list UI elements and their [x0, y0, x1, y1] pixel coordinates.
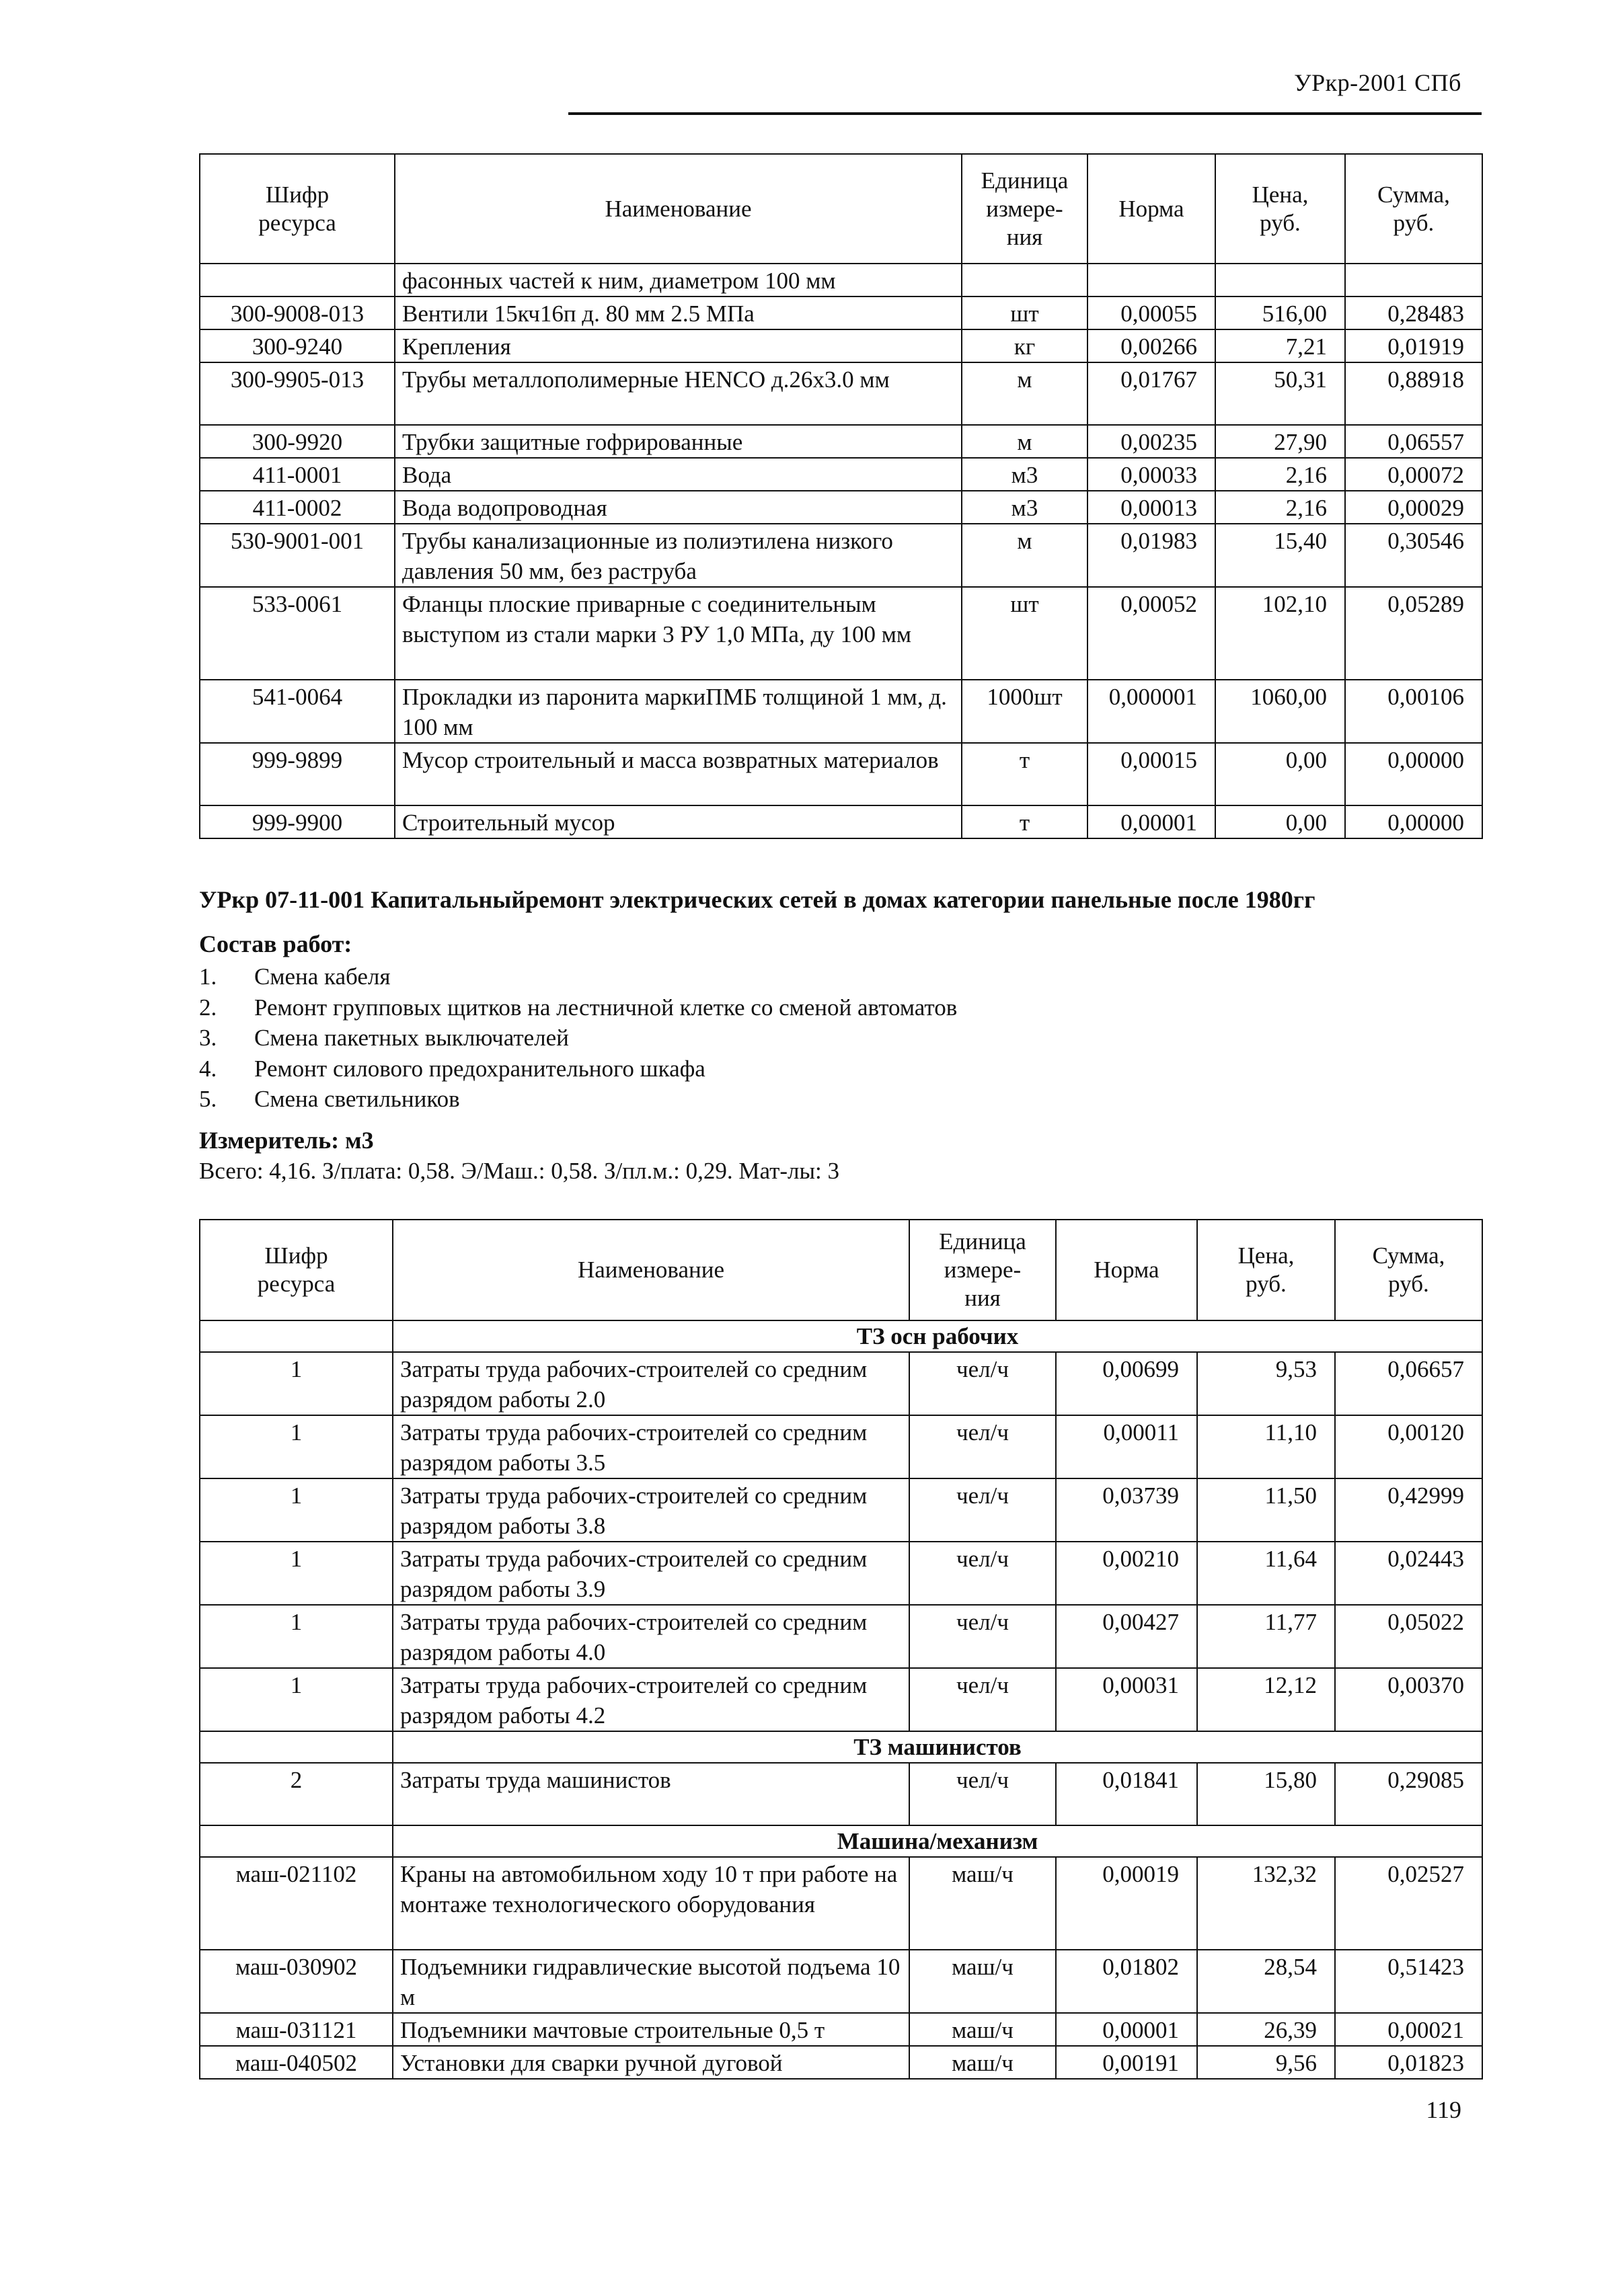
cell-price: 7,21 [1215, 329, 1345, 362]
cell-norm: 0,00427 [1056, 1605, 1197, 1668]
cell-norm: 0,00019 [1056, 1857, 1197, 1950]
cell-sum: 0,05289 [1345, 587, 1482, 680]
work-item [199, 992, 957, 1023]
cell-sum: 0,30546 [1345, 524, 1482, 587]
cell-unit: чел/ч [909, 1763, 1056, 1825]
cell-code: 300-9905-013 [200, 362, 395, 425]
col-header-name: Наименование [393, 1220, 909, 1320]
cell-code: 300-9920 [200, 425, 395, 458]
cell-sum: 0,06657 [1335, 1352, 1482, 1415]
cell-norm: 0,000001 [1087, 680, 1215, 743]
cell-norm: 0,00210 [1056, 1542, 1197, 1605]
table-row [200, 1950, 1482, 2013]
work-item-text: Ремонт групповых щитков на лестничной клетке со сменой автоматов [254, 994, 958, 1021]
cell-unit: чел/ч [909, 1352, 1056, 1415]
work-item-number: 2. [199, 994, 217, 1021]
table-row [200, 329, 1482, 362]
cell-name: Подъемники гидравлические высотой подъема 10 м [393, 1950, 909, 2013]
cell-sum: 0,02443 [1335, 1542, 1482, 1605]
cell-code: 1 [200, 1605, 393, 1668]
cell-price: 132,32 [1197, 1857, 1335, 1950]
cell-sum: 0,00106 [1345, 680, 1482, 743]
cell-sum: 0,00370 [1335, 1668, 1482, 1731]
work-item-number: 1. [199, 963, 217, 990]
table-row [200, 491, 1482, 524]
cell-norm: 0,00266 [1087, 329, 1215, 362]
cell-norm: 0,00001 [1087, 805, 1215, 838]
cell-price: 2,16 [1215, 458, 1345, 491]
cell-sum: 0,28483 [1345, 296, 1482, 329]
cell-sum: 0,29085 [1335, 1763, 1482, 1825]
work-item [199, 1084, 957, 1115]
cell-unit: шт [962, 587, 1087, 680]
cell-code: маш-030902 [200, 1950, 393, 2013]
section-title: УРкр 07-11-001 Капитальныйремонт электрических сетей в домах категории панельные после 1980гг [199, 886, 1315, 913]
cell-name: Вода водопроводная [395, 491, 962, 524]
cell-sum: 0,00000 [1345, 805, 1482, 838]
table-row [200, 1542, 1482, 1605]
cell-unit: чел/ч [909, 1668, 1056, 1731]
group-header-row [200, 1731, 1482, 1763]
cell-norm: 0,00001 [1056, 2013, 1197, 2046]
cell-norm: 0,00235 [1087, 425, 1215, 458]
cell-name: Крепления [395, 329, 962, 362]
cell-norm: 0,00031 [1056, 1668, 1197, 1731]
table-row [200, 425, 1482, 458]
col-header-sum: Сумма, руб. [1345, 154, 1482, 264]
cell-unit: м [962, 524, 1087, 587]
table-row [200, 458, 1482, 491]
cell-code: маш-031121 [200, 2013, 393, 2046]
table-row [200, 805, 1482, 838]
table-header-row [200, 1220, 1482, 1320]
cell-name: Затраты труда рабочих-строителей со средним разрядом работы 4.2 [393, 1668, 909, 1731]
table-row [200, 1415, 1482, 1478]
cell-code: 999-9899 [200, 743, 395, 805]
cell-norm: 0,00011 [1056, 1415, 1197, 1478]
cell-name: Трубы канализационные из полиэтилена низкого давления 50 мм, без раструба [395, 524, 962, 587]
cell-norm: 0,00015 [1087, 743, 1215, 805]
cell-name: Затраты труда рабочих-строителей со средним разрядом работы 3.5 [393, 1415, 909, 1478]
cell-price: 15,80 [1197, 1763, 1335, 1825]
cell-price: 26,39 [1197, 2013, 1335, 2046]
work-item-number: 5. [199, 1086, 217, 1112]
cell-sum: 0,00000 [1345, 743, 1482, 805]
cell-name: Вентили 15кч16п д. 80 мм 2.5 МПа [395, 296, 962, 329]
work-item [199, 1023, 957, 1054]
cell-sum: 0,00021 [1335, 2013, 1482, 2046]
table-row [200, 2013, 1482, 2046]
cell-norm: 0,01841 [1056, 1763, 1197, 1825]
work-item [199, 961, 957, 992]
cell-name: Затраты труда машинистов [393, 1763, 909, 1825]
cell-sum: 0,88918 [1345, 362, 1482, 425]
cell-code: маш-040502 [200, 2046, 393, 2079]
cell-name: Вода [395, 458, 962, 491]
measure-unit: Измеритель: м3 [199, 1127, 374, 1154]
cell-norm: 0,00013 [1087, 491, 1215, 524]
work-item-number: 3. [199, 1025, 217, 1051]
work-item-text: Смена кабеля [254, 963, 391, 990]
cell-sum: 0,06557 [1345, 425, 1482, 458]
cell-norm: 0,00191 [1056, 2046, 1197, 2079]
table-row [200, 2046, 1482, 2079]
cell-name: Затраты труда рабочих-строителей со средним разрядом работы 3.9 [393, 1542, 909, 1605]
table-body [200, 264, 1482, 838]
table-body [200, 1320, 1482, 2079]
cell-name: Краны на автомобильном ходу 10 т при работе на монтаже технологического оборудования [393, 1857, 909, 1950]
cell-code: 999-9900 [200, 805, 395, 838]
col-header-norm: Норма [1087, 154, 1215, 264]
cell-sum: 0,02527 [1335, 1857, 1482, 1950]
table-row [200, 264, 1482, 296]
cell-unit: м3 [962, 491, 1087, 524]
cell-sum: 0,00120 [1335, 1415, 1482, 1478]
works-list [199, 961, 957, 1115]
cell-unit: кг [962, 329, 1087, 362]
group-header-spacer [200, 1825, 393, 1857]
cell-price: 11,50 [1197, 1478, 1335, 1542]
table-row [200, 1668, 1482, 1731]
cell-unit: т [962, 805, 1087, 838]
cell-name: Подъемники мачтовые строительные 0,5 т [393, 2013, 909, 2046]
table-header-row [200, 154, 1482, 264]
cell-norm: 0,00033 [1087, 458, 1215, 491]
cell-price: 516,00 [1215, 296, 1345, 329]
cell-unit: т [962, 743, 1087, 805]
cell-code: 1 [200, 1478, 393, 1542]
cell-norm [1087, 264, 1215, 296]
cell-code: 541-0064 [200, 680, 395, 743]
cell-code [200, 264, 395, 296]
cell-unit: м [962, 425, 1087, 458]
col-header-sum: Сумма, руб. [1335, 1220, 1482, 1320]
cell-price: 11,64 [1197, 1542, 1335, 1605]
cell-unit: чел/ч [909, 1415, 1056, 1478]
cell-unit: маш/ч [909, 1950, 1056, 2013]
cell-price: 11,10 [1197, 1415, 1335, 1478]
col-header-unit: Единица измере- ния [962, 154, 1087, 264]
work-item-number: 4. [199, 1055, 217, 1082]
group-header-row [200, 1320, 1482, 1352]
cell-unit: чел/ч [909, 1542, 1056, 1605]
cell-name: Мусор строительный и масса возвратных материалов [395, 743, 962, 805]
work-item-text: Смена пакетных выключателей [254, 1025, 569, 1051]
cell-code: 411-0001 [200, 458, 395, 491]
cell-unit: маш/ч [909, 2046, 1056, 2079]
group-header-label: ТЗ осн рабочих [393, 1320, 1482, 1352]
resource-table-labor-machines [199, 1219, 1483, 2080]
cell-sum: 0,51423 [1335, 1950, 1482, 2013]
totals-line: Всего: 4,16. З/плата: 0,58. Э/Маш.: 0,58. З/пл.м.: 0,29. Мат-лы: 3 [199, 1158, 840, 1184]
cell-sum: 0,00029 [1345, 491, 1482, 524]
cell-code: 411-0002 [200, 491, 395, 524]
col-header-price: Цена, руб. [1197, 1220, 1335, 1320]
cell-norm: 0,01767 [1087, 362, 1215, 425]
col-header-price: Цена, руб. [1215, 154, 1345, 264]
cell-name: Трубки защитные гофрированные [395, 425, 962, 458]
table-row [200, 524, 1482, 587]
header-rule [568, 112, 1482, 115]
cell-price: 0,00 [1215, 805, 1345, 838]
group-header-label: Машина/механизм [393, 1825, 1482, 1857]
cell-unit: маш/ч [909, 1857, 1056, 1950]
cell-sum: 0,01823 [1335, 2046, 1482, 2079]
table-row [200, 362, 1482, 425]
cell-price: 27,90 [1215, 425, 1345, 458]
cell-norm: 0,01983 [1087, 524, 1215, 587]
cell-price: 102,10 [1215, 587, 1345, 680]
cell-unit: м3 [962, 458, 1087, 491]
cell-name: Трубы металлополимерные HENCO д.26х3.0 мм [395, 362, 962, 425]
cell-norm: 0,01802 [1056, 1950, 1197, 2013]
cell-unit: чел/ч [909, 1478, 1056, 1542]
cell-norm: 0,00052 [1087, 587, 1215, 680]
cell-code: 2 [200, 1763, 393, 1825]
cell-norm: 0,03739 [1056, 1478, 1197, 1542]
page-number: 119 [1426, 2096, 1461, 2123]
cell-name: Затраты труда рабочих-строителей со средним разрядом работы 2.0 [393, 1352, 909, 1415]
col-header-name: Наименование [395, 154, 962, 264]
cell-code: 1 [200, 1668, 393, 1731]
cell-price: 28,54 [1197, 1950, 1335, 2013]
table-row [200, 587, 1482, 680]
resource-table-materials [199, 153, 1483, 839]
table-row [200, 296, 1482, 329]
group-header-spacer [200, 1320, 393, 1352]
cell-unit [962, 264, 1087, 296]
cell-price: 0,00 [1215, 743, 1345, 805]
cell-name: Фланцы плоские приварные с соединительным выступом из стали марки 3 РУ 1,0 МПа, ду 100 мм [395, 587, 962, 680]
cell-norm: 0,00055 [1087, 296, 1215, 329]
cell-price [1215, 264, 1345, 296]
cell-unit: маш/ч [909, 2013, 1056, 2046]
col-header-norm: Норма [1056, 1220, 1197, 1320]
cell-price: 11,77 [1197, 1605, 1335, 1668]
cell-code: 533-0061 [200, 587, 395, 680]
cell-price: 9,53 [1197, 1352, 1335, 1415]
cell-code: 1 [200, 1415, 393, 1478]
col-header-code: Шифр ресурса [200, 1220, 393, 1320]
document-code: УРкр-2001 СПб [1294, 69, 1461, 96]
cell-sum [1345, 264, 1482, 296]
cell-price: 9,56 [1197, 2046, 1335, 2079]
table-row [200, 1478, 1482, 1542]
table-row [200, 1857, 1482, 1950]
group-header-spacer [200, 1731, 393, 1763]
cell-code: маш-021102 [200, 1857, 393, 1950]
cell-price: 1060,00 [1215, 680, 1345, 743]
cell-unit: м [962, 362, 1087, 425]
cell-name: Строительный мусор [395, 805, 962, 838]
cell-name: Прокладки из паронита маркиПМБ толщиной 1 мм, д. 100 мм [395, 680, 962, 743]
group-header-row [200, 1825, 1482, 1857]
composition-heading: Состав работ: [199, 931, 352, 957]
cell-code: 1 [200, 1352, 393, 1415]
cell-unit: шт [962, 296, 1087, 329]
cell-code: 300-9240 [200, 329, 395, 362]
cell-name: Установки для сварки ручной дуговой [393, 2046, 909, 2079]
cell-price: 15,40 [1215, 524, 1345, 587]
cell-name: Затраты труда рабочих-строителей со средним разрядом работы 4.0 [393, 1605, 909, 1668]
work-item [199, 1054, 957, 1084]
col-header-unit: Единица измере- ния [909, 1220, 1056, 1320]
cell-price: 50,31 [1215, 362, 1345, 425]
table-row [200, 1763, 1482, 1825]
cell-norm: 0,00699 [1056, 1352, 1197, 1415]
cell-code: 300-9008-013 [200, 296, 395, 329]
cell-price: 12,12 [1197, 1668, 1335, 1731]
table-row [200, 1605, 1482, 1668]
cell-sum: 0,05022 [1335, 1605, 1482, 1668]
cell-code: 530-9001-001 [200, 524, 395, 587]
table-row [200, 743, 1482, 805]
col-header-code: Шифр ресурса [200, 154, 395, 264]
table-row [200, 1352, 1482, 1415]
cell-name: фасонных частей к ним, диаметром 100 мм [395, 264, 962, 296]
cell-sum: 0,00072 [1345, 458, 1482, 491]
cell-sum: 0,01919 [1345, 329, 1482, 362]
cell-unit: чел/ч [909, 1605, 1056, 1668]
cell-price: 2,16 [1215, 491, 1345, 524]
cell-name: Затраты труда рабочих-строителей со средним разрядом работы 3.8 [393, 1478, 909, 1542]
work-item-text: Ремонт силового предохранительного шкафа [254, 1055, 705, 1082]
cell-unit: 1000шт [962, 680, 1087, 743]
cell-code: 1 [200, 1542, 393, 1605]
work-item-text: Смена светильников [254, 1086, 460, 1112]
cell-sum: 0,42999 [1335, 1478, 1482, 1542]
table-row [200, 680, 1482, 743]
group-header-label: ТЗ машинистов [393, 1731, 1482, 1763]
